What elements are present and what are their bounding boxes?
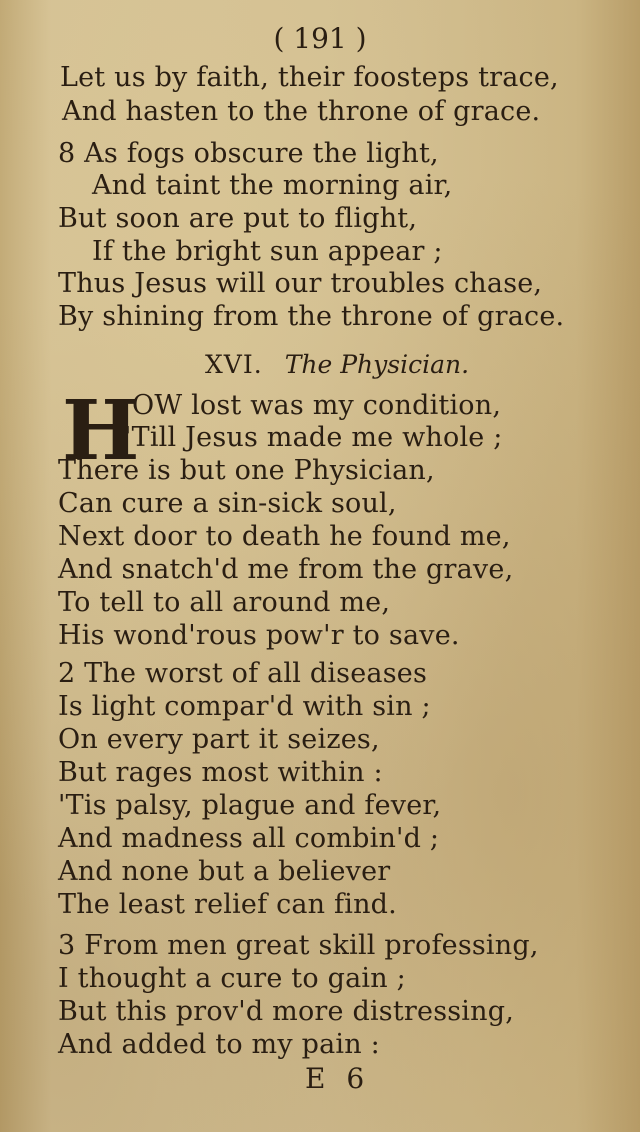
verse-line: 3 From men great skill professing,	[58, 930, 539, 961]
verse-line: There is but one Physician,	[58, 455, 435, 486]
verse-line: OW lost was my condition,	[132, 390, 502, 421]
verse-line: 8 As fogs obscure the light,	[58, 138, 439, 169]
signature-mark: E 6	[305, 1062, 371, 1095]
verse-line: And taint the morning air,	[92, 170, 453, 201]
verse-line: His wond'rous pow'r to save.	[58, 620, 460, 651]
verse-line: Thus Jesus will our troubles chase,	[58, 268, 543, 299]
verse-line: If the bright sun appear ;	[92, 236, 443, 267]
verse-line: 2 The worst of all diseases	[58, 658, 428, 689]
hymn-title: The Physician.	[284, 350, 470, 379]
verse-line: The least relief can find.	[58, 889, 397, 920]
verse-line: Is light compar'd with sin ;	[58, 691, 431, 722]
verse-line: But rages most within :	[58, 757, 383, 788]
verse-line: And added to my pain :	[58, 1029, 380, 1060]
drop-cap: H	[62, 383, 140, 479]
verse-line: And madness all combin'd ;	[58, 823, 440, 854]
verse-line: 'Tis palsy, plague and fever,	[58, 790, 442, 821]
verse-line: But this prov'd more distressing,	[58, 996, 515, 1027]
verse-line: And none but a believer	[58, 856, 391, 887]
verse-line: But soon are put to flight,	[58, 203, 418, 234]
verse-line: And snatch'd me from the grave,	[58, 554, 514, 585]
hymn-number: XVI.	[205, 350, 263, 379]
verse-line: On every part it seizes,	[58, 724, 380, 755]
verse-line: 'Till Jesus made me whole ;	[124, 422, 503, 453]
page-number: ( 191 )	[273, 22, 367, 55]
verse-line: To tell to all around me,	[58, 587, 391, 618]
verse-line: By shining from the throne of grace.	[58, 301, 565, 332]
verse-line: Let us by faith, their foosteps trace,	[60, 62, 559, 93]
verse-line: Can cure a sin-sick soul,	[58, 488, 397, 519]
verse-line: Next door to death he found me,	[58, 521, 511, 552]
hymn-heading	[205, 350, 469, 379]
verse-line: And hasten to the throne of grace.	[62, 96, 541, 127]
verse-line: I thought a cure to gain ;	[58, 963, 406, 994]
